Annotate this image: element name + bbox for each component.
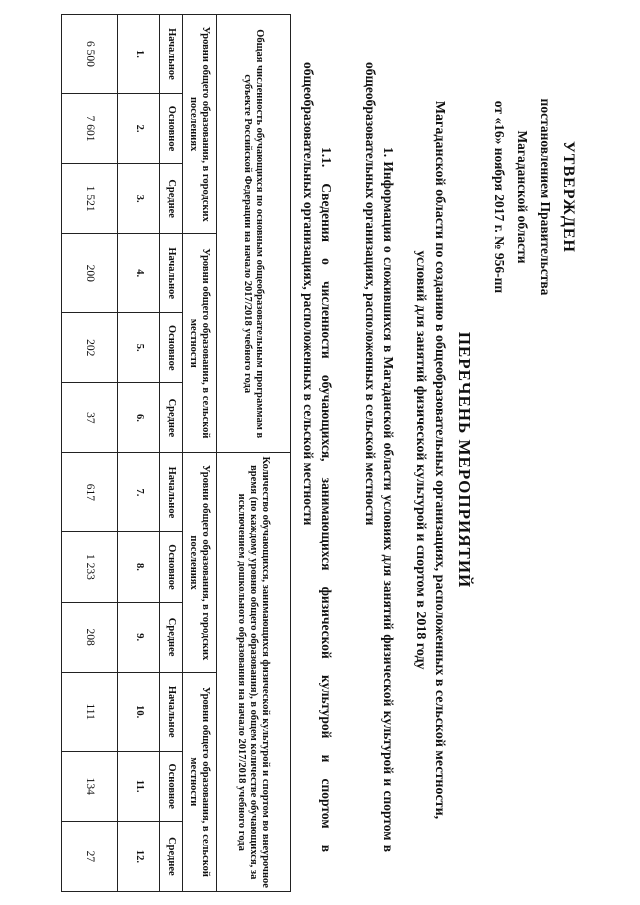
level-header: Среднее <box>160 602 182 672</box>
column-number: 12. <box>118 821 160 891</box>
section-1-heading: 1. Информация о сложившихся в Магаданской области условиях для занятий физической культурой и спортом в общеобразовательных организациях, расположенных в сельской местности <box>363 62 396 852</box>
table-cell: 200 <box>62 234 118 313</box>
column-number: 3. <box>118 164 160 234</box>
column-number: 2. <box>118 93 160 163</box>
level-header: Начальное <box>160 453 182 532</box>
approval-title: УТВЕРЖДЕН <box>560 141 577 253</box>
column-number: 5. <box>118 313 160 383</box>
students-table <box>61 14 291 892</box>
table-cell: 37 <box>62 383 118 453</box>
level-header: Начальное <box>160 15 182 94</box>
column-number: 8. <box>118 532 160 602</box>
level-header: Среднее <box>160 164 182 234</box>
table-cell: 7 601 <box>62 93 118 163</box>
level-header: Среднее <box>160 821 182 891</box>
level-header: Основное <box>160 313 182 383</box>
table-cell: 6 500 <box>62 15 118 94</box>
urban-levels-header-2: Уровни общего образования, в городских поселениях <box>182 453 216 672</box>
column-number: 11. <box>118 751 160 821</box>
approval-line-2: Магаданской области <box>515 130 530 264</box>
urban-levels-header-1: Уровни общего образования, в городских поселениях <box>182 15 216 234</box>
rural-levels-header-1: Уровни общего образования, в сельской местности <box>182 234 216 453</box>
table-cell: 202 <box>62 313 118 383</box>
level-header: Начальное <box>160 672 182 751</box>
approval-line-1: постановлением Правительства <box>538 98 553 296</box>
group-sport-header: Количество обучающихся, занимающихся физической культурой и спортом во внеурочное время (по каждому уровню общего образования), в общем количестве обучающихся, за исключением дошкольного образования на начало 2017/2018 учебного года <box>216 453 290 892</box>
document-heading <box>411 60 474 860</box>
column-number: 4. <box>118 234 160 313</box>
document-title: ПЕРЕЧЕНЬ МЕРОПРИЯТИЙ <box>455 331 474 589</box>
column-number: 7. <box>118 453 160 532</box>
rural-levels-header-2: Уровни общего образования, в сельской местности <box>182 672 216 891</box>
approval-stamp <box>488 52 580 342</box>
level-header: Основное <box>160 532 182 602</box>
table-cell: 1 233 <box>62 532 118 602</box>
heading-line-2: условий для занятий физической культурой и спортом в 2018 году <box>413 250 428 670</box>
table-cell: 111 <box>62 672 118 751</box>
level-header: Среднее <box>160 383 182 453</box>
heading-line-1: Магаданской области по созданию в общеобразовательных организациях, расположенных в сельской местности, <box>432 100 447 820</box>
column-number: 6. <box>118 383 160 453</box>
level-header: Начальное <box>160 234 182 313</box>
approval-line-3: от «16» ноября 2017 г. № 956-пп <box>492 100 507 294</box>
group-total-header: Общая численность обучающихся по основным общеобразовательным программам в субъекте Российской Федерации на начало 2017/2018 учебного года <box>216 15 290 453</box>
section-1-1-heading: 1.1. Сведения о численности обучающихся, занимающихся физической культурой и спортом в общеобразовательных организациях, расположенных в сельской местности <box>301 62 334 852</box>
column-number: 10. <box>118 672 160 751</box>
table-cell: 27 <box>62 821 118 891</box>
table-cell: 1 521 <box>62 164 118 234</box>
level-header: Основное <box>160 93 182 163</box>
column-number: 9. <box>118 602 160 672</box>
table-cell: 134 <box>62 751 118 821</box>
level-header: Основное <box>160 751 182 821</box>
table-cell: 617 <box>62 453 118 532</box>
table-cell: 208 <box>62 602 118 672</box>
column-number: 1. <box>118 15 160 94</box>
